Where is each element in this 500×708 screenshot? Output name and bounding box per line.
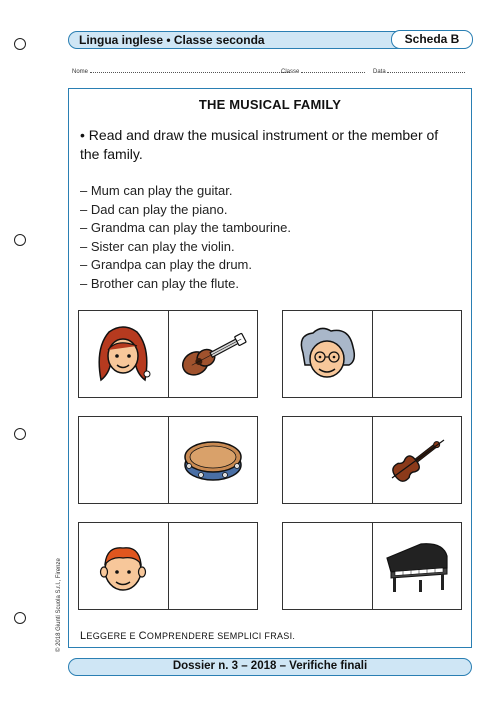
drawing-box (282, 310, 462, 398)
violin-icon (382, 430, 452, 490)
sentence: – Sister can play the violin. (80, 238, 235, 254)
sheet-label: Scheda B (391, 30, 473, 49)
drawing-box (78, 310, 258, 398)
boy-face-icon (91, 534, 155, 598)
date-field[interactable] (373, 66, 465, 75)
subject-title: Lingua inglese • Classe seconda (79, 33, 265, 47)
punch-hole (14, 428, 26, 440)
drawing-cell[interactable] (283, 417, 372, 503)
drawing-cell[interactable] (79, 311, 168, 397)
drawing-box (78, 416, 258, 504)
header-bar (68, 31, 472, 49)
punch-hole (14, 612, 26, 624)
sentence: – Mum can play the guitar. (80, 183, 233, 198)
piano-icon (381, 538, 453, 594)
skill-initial: C (138, 630, 147, 642)
drawing-box (282, 522, 462, 610)
sentence-list (80, 182, 291, 293)
skill-text: OMPRENDERE SEMPLICI FRASI. (146, 631, 296, 641)
drawing-box (78, 522, 258, 610)
drawing-cell[interactable] (283, 523, 372, 609)
skill-objective (80, 630, 295, 642)
skill-initial: L (80, 630, 87, 642)
sentence: – Grandma can play the tambourine. (80, 220, 292, 235)
sentence: – Dad can play the piano. (80, 201, 228, 217)
drawing-cell[interactable] (372, 417, 462, 503)
drawing-cell[interactable] (283, 311, 372, 397)
name-field[interactable] (72, 66, 290, 75)
grandpa-face-icon (291, 321, 363, 387)
drawing-cell[interactable] (168, 311, 258, 397)
sentence: – Grandpa can play the drum. (80, 257, 252, 272)
skill-text: EGGERE E (86, 631, 139, 641)
sheet-title: THE MUSICAL FAMILY (198, 97, 342, 112)
punch-hole (14, 38, 26, 50)
sentence: – Brother can play the flute. (80, 275, 239, 291)
class-label: Classe (281, 69, 300, 75)
guitar-icon (175, 326, 251, 382)
copyright-text: © 2018 Giunti Scuola S.r.l., Firenze (56, 558, 62, 652)
drawing-cell[interactable] (372, 523, 462, 609)
tambourine-icon (181, 435, 245, 485)
instruction-text: • Read and draw the musical instrument or the member of the family. (80, 127, 439, 162)
drawing-cell[interactable] (168, 523, 258, 609)
class-field[interactable] (281, 66, 365, 75)
drawing-cell[interactable] (168, 417, 258, 503)
date-label: Data (373, 69, 386, 75)
drawing-box (282, 416, 462, 504)
drawing-cell[interactable] (372, 311, 462, 397)
mum-face-icon (87, 318, 159, 390)
name-label: Nome (72, 69, 89, 75)
drawing-cell[interactable] (79, 523, 168, 609)
footer-bar: Dossier n. 3 – 2018 – Verifiche finali (68, 658, 472, 676)
punch-hole (14, 234, 26, 246)
drawing-cell[interactable] (79, 417, 168, 503)
